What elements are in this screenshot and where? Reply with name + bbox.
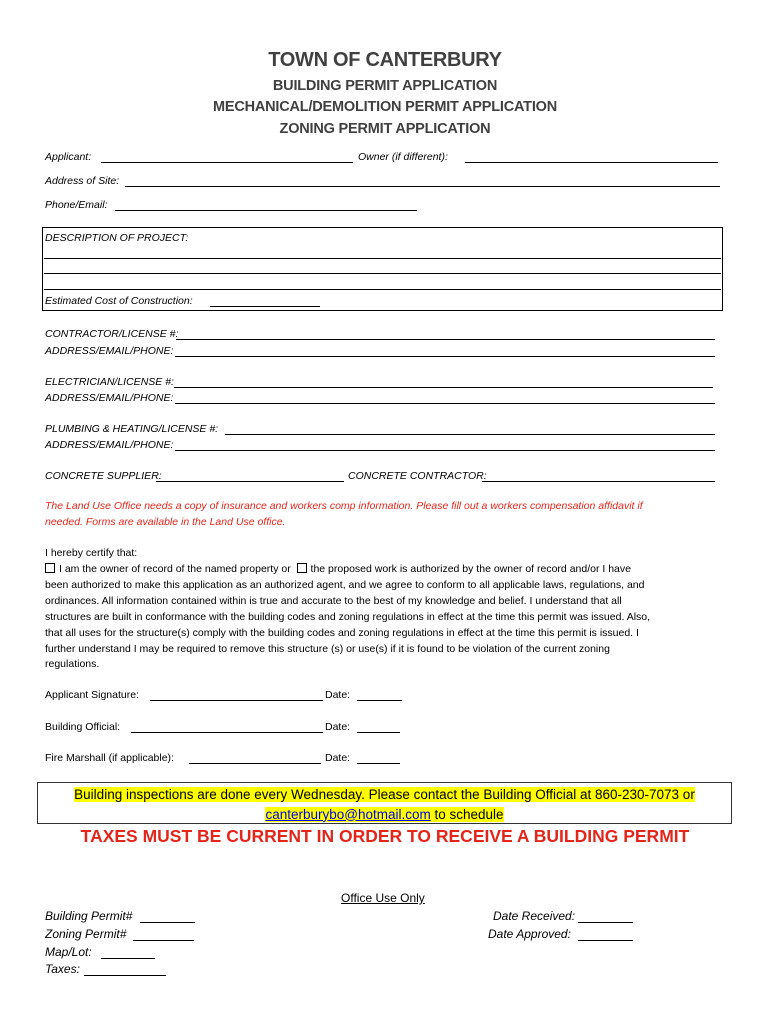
taxes-field[interactable] [84, 975, 166, 976]
description-line-1[interactable] [44, 258, 721, 259]
certify-line: ordinances. All information contained within is true and accurate to the best of my knowledge and belief. I understand that all [45, 595, 622, 607]
plumbing-field[interactable] [225, 434, 715, 435]
contractor-address-field[interactable] [175, 356, 715, 357]
official-email-link[interactable]: canterburybo@hotmail.com [265, 806, 431, 822]
concrete-supplier-label: CONCRETE SUPPLIER: [45, 470, 162, 482]
zoning-permit-number-label: Zoning Permit# [45, 927, 127, 941]
certify-line: regulations. [45, 658, 100, 670]
address-label: Address of Site: [45, 175, 120, 187]
inspection-notice-box [37, 782, 732, 824]
map-lot-field[interactable] [101, 958, 155, 959]
plumbing-label: PLUMBING & HEATING/LICENSE #: [45, 423, 219, 435]
applicant-field[interactable] [101, 162, 353, 163]
certify-line: further understand I may be required to remove this structure (s) or use(s) if it is found to be violation of the current zoning [45, 643, 610, 655]
fire-marshall-label: Fire Marshall (if applicable): [45, 752, 174, 764]
zoning-permit-heading: ZONING PERMIT APPLICATION [279, 121, 491, 137]
applicant-signature-label: Applicant Signature: [45, 689, 139, 701]
inspection-text: Building inspections are done every Wednesday. Please contact the Building Official at 860-230-7073 or [74, 787, 695, 802]
building-permit-number-label: Building Permit# [45, 909, 133, 923]
taxes-label: Taxes: [45, 962, 80, 976]
official-date-label: Date: [325, 721, 351, 733]
phone-email-label: Phone/Email: [45, 199, 108, 211]
phone-email-field[interactable] [115, 210, 417, 211]
certify-line: been authorized to make this application as an authorized agent, and we agree to conform to all applicable laws, regulations, and [45, 579, 645, 591]
insurance-notice-line-2: needed. Forms are available in the Land Use office. [45, 516, 286, 528]
inspection-text-end: to schedule [430, 806, 504, 822]
authorized-checkbox[interactable] [297, 563, 307, 573]
concrete-supplier-field[interactable] [156, 481, 344, 482]
building-official-field[interactable] [131, 732, 323, 733]
office-use-title: Office Use Only [341, 891, 425, 905]
applicant-date-field[interactable] [357, 700, 402, 701]
building-permit-number-field[interactable] [140, 922, 195, 923]
electrician-address-label: ADDRESS/EMAIL/PHONE: [45, 392, 174, 404]
owner-label: Owner (if different): [358, 151, 448, 163]
plumbing-address-field[interactable] [175, 450, 715, 451]
fire-marshall-field[interactable] [189, 763, 321, 764]
description-line-3[interactable] [44, 289, 721, 290]
zoning-permit-number-field[interactable] [133, 940, 194, 941]
concrete-contractor-label: CONCRETE CONTRACTOR: [348, 470, 487, 482]
description-line-2[interactable] [44, 273, 721, 274]
town-title: TOWN OF CANTERBURY [268, 49, 502, 71]
certify-line: that all uses for the structure(s) comply with the building codes and zoning regulations in effect at the time this permit is issued. I [45, 627, 639, 639]
building-permit-heading: BUILDING PERMIT APPLICATION [272, 78, 498, 94]
fire-date-label: Date: [325, 752, 351, 764]
contractor-field[interactable] [176, 339, 715, 340]
electrician-field[interactable] [174, 387, 713, 388]
owner-checkbox[interactable] [45, 563, 55, 573]
insurance-notice-line-1: The Land Use Office needs a copy of insurance and workers comp information. Please fill out a workers compensation affidavit if [45, 500, 643, 512]
fire-date-field[interactable] [357, 763, 400, 764]
owner-option-text: I am the owner of record of the named property or [59, 563, 291, 575]
electrician-label: ELECTRICIAN/LICENSE #: [45, 376, 174, 388]
applicant-date-label: Date: [325, 689, 351, 701]
owner-field[interactable] [465, 162, 718, 163]
contractor-address-label: ADDRESS/EMAIL/PHONE: [45, 345, 174, 357]
authorized-option-text: the proposed work is authorized by the owner of record and/or I have [310, 563, 631, 575]
applicant-signature-field[interactable] [150, 700, 323, 701]
certify-options [45, 563, 631, 575]
certify-intro: I hereby certify that: [45, 547, 138, 559]
applicant-label: Applicant: [45, 151, 92, 163]
taxes-notice: TAXES MUST BE CURRENT IN ORDER TO RECEIVE A BUILDING PERMIT [80, 826, 690, 846]
certify-line: structures are built in conformance with the building codes and zoning regulations in effect at the time this permit was issued. Also, [45, 611, 651, 623]
plumbing-address-label: ADDRESS/EMAIL/PHONE: [45, 439, 174, 451]
electrician-address-field[interactable] [175, 403, 715, 404]
official-date-field[interactable] [357, 732, 400, 733]
estimated-cost-label: Estimated Cost of Construction: [45, 295, 193, 307]
estimated-cost-field[interactable] [210, 306, 320, 307]
map-lot-label: Map/Lot: [45, 945, 92, 959]
date-approved-field[interactable] [578, 940, 633, 941]
date-approved-label: Date Approved: [488, 927, 571, 941]
date-received-field[interactable] [578, 922, 633, 923]
contractor-label: CONTRACTOR/LICENSE #: [45, 328, 179, 340]
mechanical-permit-heading: MECHANICAL/DEMOLITION PERMIT APPLICATION [212, 99, 557, 115]
description-label: DESCRIPTION OF PROJECT: [45, 232, 189, 244]
date-received-label: Date Received: [493, 909, 576, 923]
building-official-label: Building Official: [45, 721, 121, 733]
concrete-contractor-field[interactable] [482, 481, 715, 482]
address-field[interactable] [125, 186, 720, 187]
